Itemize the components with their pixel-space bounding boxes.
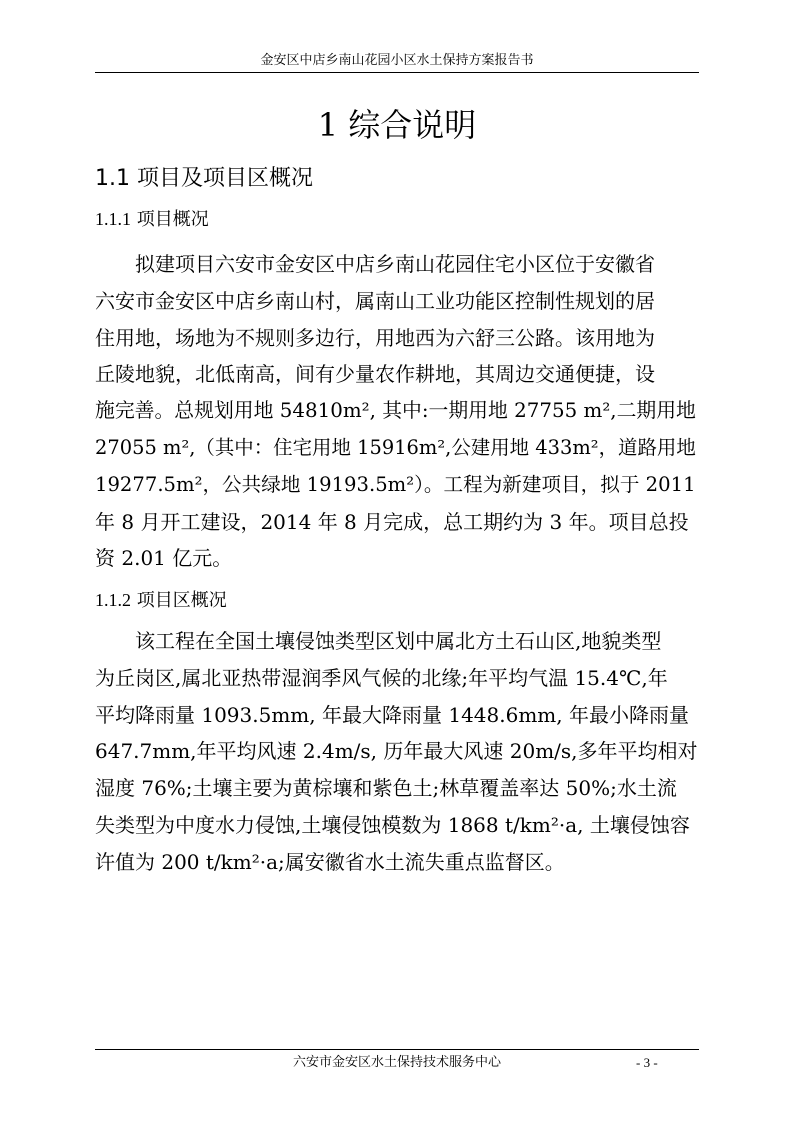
subsection-number: 1.1.1 xyxy=(95,209,131,229)
subsection-label: 项目概况 xyxy=(131,209,209,230)
project-overview-paragraph xyxy=(95,246,699,577)
paragraph-line: 丘陵地貌，北低南高，间有少量农作耕地，其周边交通便捷，设 xyxy=(95,362,655,387)
subsection-number: 1.1.2 xyxy=(95,590,131,610)
paragraph-line: 为丘岗区,属北亚热带湿润季风气候的北缘;年平均气温 15.4℃,年 xyxy=(95,665,668,690)
subsection-label: 项目区概况 xyxy=(131,590,227,611)
paragraph-line: 住用地，场地为不规则多边行，用地西为六舒三公路。该用地为 xyxy=(95,325,655,350)
paragraph-line: 失类型为中度水力侵蚀,土壤侵蚀模数为 1868 t/km²·a, 土壤侵蚀容 xyxy=(95,812,690,837)
paragraph-line: 年 8 月开工建设，2014 年 8 月完成，总工期约为 3 年。项目总投 xyxy=(95,509,689,534)
footer-organization: 六安市金安区水土保持技术服务中心 xyxy=(292,1055,501,1070)
paragraph-line: 27055 m²,（其中：住宅用地 15916m²,公建用地 433m²，道路用地 xyxy=(95,435,696,459)
page-number: - 3 - xyxy=(636,1055,658,1070)
paragraph-line: 湿度 76%;土壤主要为黄棕壤和紫色土;林草覆盖率达 50%;水土流 xyxy=(95,776,677,801)
paragraph-line: 该工程在全国土壤侵蚀类型区划中属北方土石山区,地貌类型 xyxy=(135,629,662,653)
subsection-title-project-overview xyxy=(95,205,209,234)
footer-rule xyxy=(95,1049,699,1050)
project-area-paragraph xyxy=(95,623,699,881)
paragraph-line: 647.7mm,年平均风速 2.4m/s, 历年最大风速 20m/s,多年平均相对 xyxy=(95,739,698,764)
running-header: 金安区中店乡南山花园小区水土保持方案报告书 xyxy=(95,50,699,73)
paragraph-line: 拟建项目六安市金安区中店乡南山花园住宅小区位于安徽省 xyxy=(135,252,655,276)
chapter-title: 1 综合说明 xyxy=(317,106,477,144)
paragraph-line: 六安市金安区中店乡南山村，属南山工业功能区控制性规划的居 xyxy=(95,288,655,313)
section-title: 1.1 项目及项目区概况 xyxy=(95,166,313,191)
paragraph-line: 施完善。总规划用地 54810m², 其中:一期用地 27755 m²,二期用地 xyxy=(95,399,696,423)
paragraph-line: 19277.5m²，公共绿地 19193.5m²）。工程为新建项目，拟于 2011 xyxy=(95,472,696,496)
paragraph-line: 许值为 200 t/km²·a;属安徽省水土流失重点监督区。 xyxy=(95,849,565,874)
subsection-title-project-area xyxy=(95,586,227,615)
paragraph-line: 平均降雨量 1093.5mm, 年最大降雨量 1448.6mm, 年最小降雨量 xyxy=(95,702,689,727)
paragraph-line: 资 2.01 亿元。 xyxy=(95,546,233,571)
